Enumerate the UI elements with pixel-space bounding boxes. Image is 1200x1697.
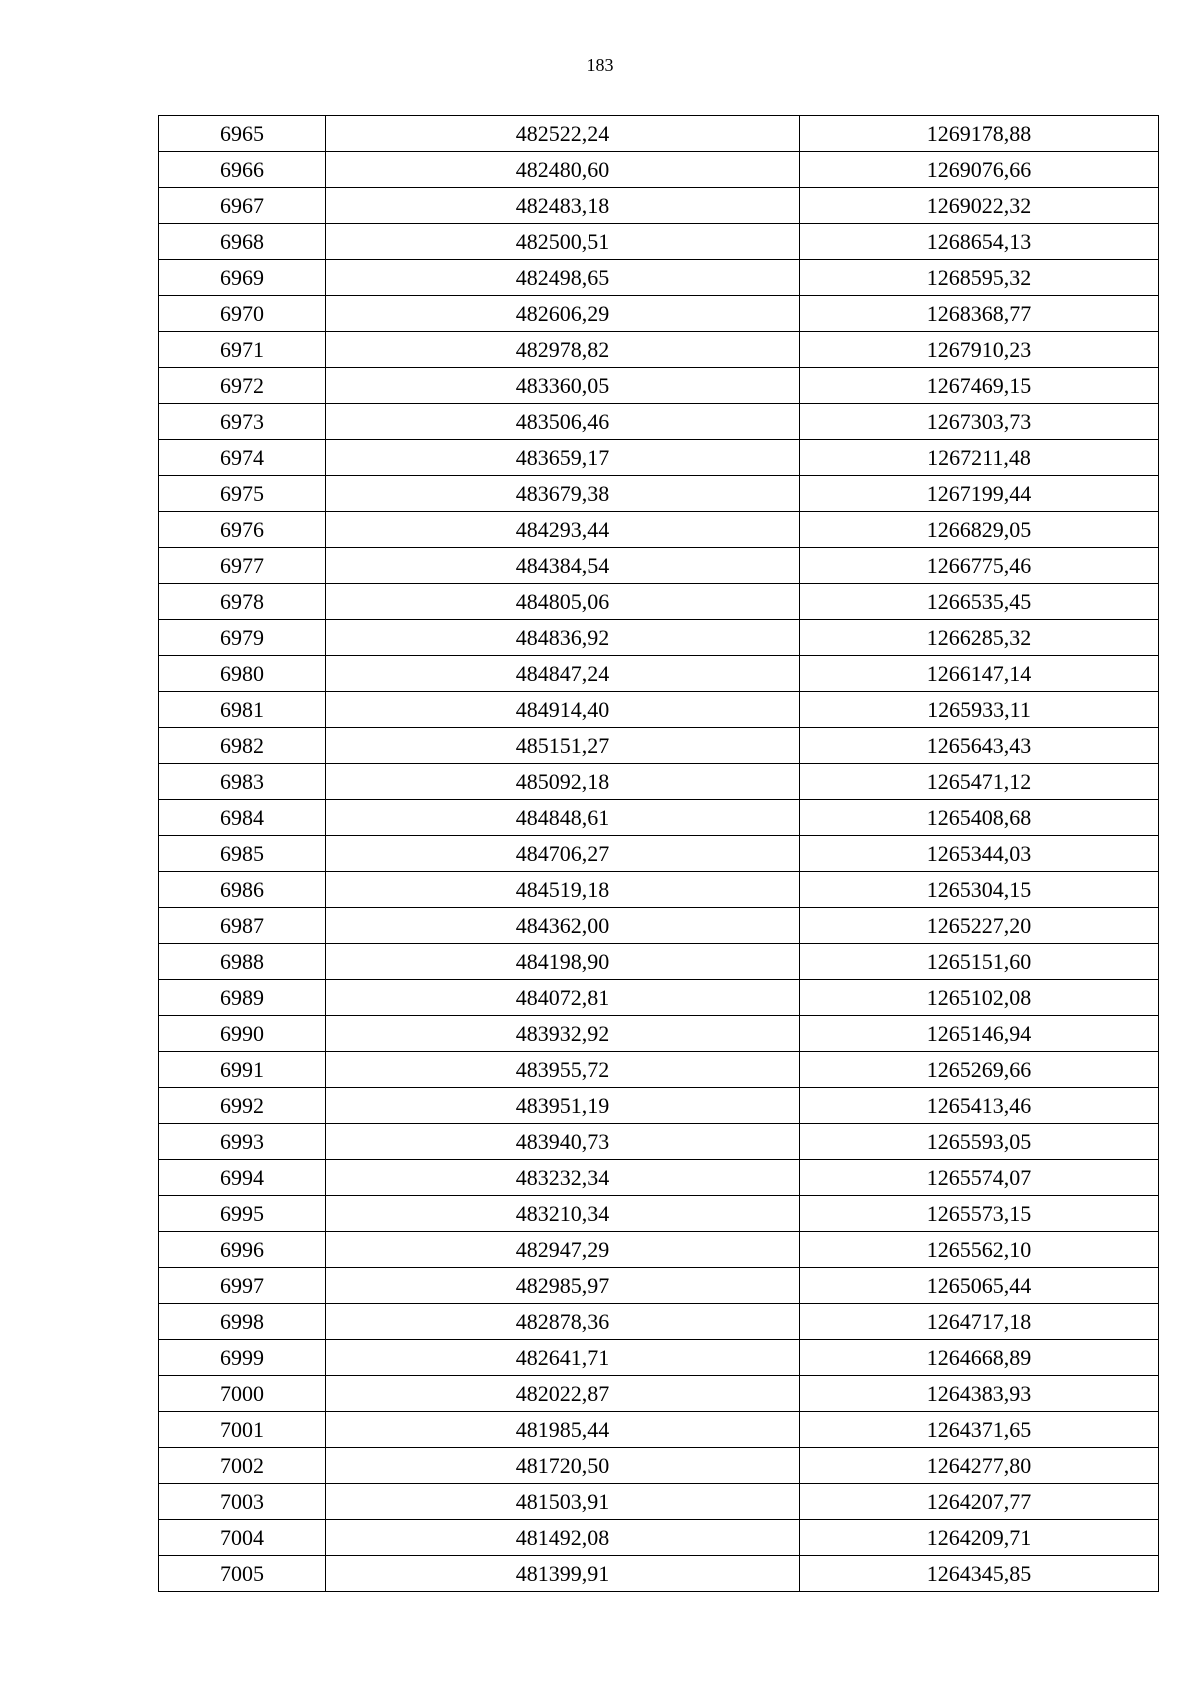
- x-coordinate-cell: 482878,36: [326, 1304, 800, 1340]
- point-number-cell: 6974: [159, 440, 326, 476]
- table-row: [159, 800, 1159, 836]
- y-coordinate-cell: 1265574,07: [800, 1160, 1159, 1196]
- table-row: [159, 1232, 1159, 1268]
- x-coordinate-cell: 483232,34: [326, 1160, 800, 1196]
- point-number-cell: 7003: [159, 1484, 326, 1520]
- point-number-cell: 6995: [159, 1196, 326, 1232]
- table-row: [159, 1304, 1159, 1340]
- x-coordinate-cell: 484847,24: [326, 656, 800, 692]
- x-coordinate-cell: 484848,61: [326, 800, 800, 836]
- y-coordinate-cell: 1265269,66: [800, 1052, 1159, 1088]
- x-coordinate-cell: 481720,50: [326, 1448, 800, 1484]
- point-number-cell: 6971: [159, 332, 326, 368]
- point-number-cell: 6973: [159, 404, 326, 440]
- y-coordinate-cell: 1264207,77: [800, 1484, 1159, 1520]
- point-number-cell: 7005: [159, 1556, 326, 1592]
- x-coordinate-cell: 484519,18: [326, 872, 800, 908]
- point-number-cell: 6979: [159, 620, 326, 656]
- point-number-cell: 6981: [159, 692, 326, 728]
- table-row: [159, 1376, 1159, 1412]
- point-number-cell: 6965: [159, 116, 326, 152]
- table-row: [159, 1052, 1159, 1088]
- point-number-cell: 6994: [159, 1160, 326, 1196]
- x-coordinate-cell: 484805,06: [326, 584, 800, 620]
- y-coordinate-cell: 1265146,94: [800, 1016, 1159, 1052]
- y-coordinate-cell: 1265065,44: [800, 1268, 1159, 1304]
- x-coordinate-cell: 482500,51: [326, 224, 800, 260]
- point-number-cell: 6984: [159, 800, 326, 836]
- y-coordinate-cell: 1268595,32: [800, 260, 1159, 296]
- y-coordinate-cell: 1264209,71: [800, 1520, 1159, 1556]
- x-coordinate-cell: 482947,29: [326, 1232, 800, 1268]
- table-row: [159, 584, 1159, 620]
- table-row: [159, 1196, 1159, 1232]
- y-coordinate-cell: 1265408,68: [800, 800, 1159, 836]
- point-number-cell: 6998: [159, 1304, 326, 1340]
- y-coordinate-cell: 1265151,60: [800, 944, 1159, 980]
- point-number-cell: 7001: [159, 1412, 326, 1448]
- point-number-cell: 6978: [159, 584, 326, 620]
- x-coordinate-cell: 481492,08: [326, 1520, 800, 1556]
- y-coordinate-cell: 1266285,32: [800, 620, 1159, 656]
- x-coordinate-cell: 483951,19: [326, 1088, 800, 1124]
- x-coordinate-cell: 484362,00: [326, 908, 800, 944]
- x-coordinate-cell: 484836,92: [326, 620, 800, 656]
- x-coordinate-cell: 483932,92: [326, 1016, 800, 1052]
- x-coordinate-cell: 484384,54: [326, 548, 800, 584]
- x-coordinate-cell: 481503,91: [326, 1484, 800, 1520]
- y-coordinate-cell: 1265593,05: [800, 1124, 1159, 1160]
- point-number-cell: 6983: [159, 764, 326, 800]
- x-coordinate-cell: 483210,34: [326, 1196, 800, 1232]
- table-row: [159, 296, 1159, 332]
- y-coordinate-cell: 1264277,80: [800, 1448, 1159, 1484]
- x-coordinate-cell: 483659,17: [326, 440, 800, 476]
- table-row: [159, 1016, 1159, 1052]
- point-number-cell: 6985: [159, 836, 326, 872]
- point-number-cell: 6988: [159, 944, 326, 980]
- x-coordinate-cell: 481399,91: [326, 1556, 800, 1592]
- y-coordinate-cell: 1266147,14: [800, 656, 1159, 692]
- table-row: [159, 260, 1159, 296]
- y-coordinate-cell: 1269076,66: [800, 152, 1159, 188]
- x-coordinate-cell: 483360,05: [326, 368, 800, 404]
- point-number-cell: 6990: [159, 1016, 326, 1052]
- point-number-cell: 7004: [159, 1520, 326, 1556]
- table-row: [159, 764, 1159, 800]
- y-coordinate-cell: 1266535,45: [800, 584, 1159, 620]
- point-number-cell: 7002: [159, 1448, 326, 1484]
- x-coordinate-cell: 482483,18: [326, 188, 800, 224]
- y-coordinate-cell: 1265344,03: [800, 836, 1159, 872]
- y-coordinate-cell: 1265933,11: [800, 692, 1159, 728]
- coordinates-table-body: [159, 116, 1159, 1592]
- table-row: [159, 1556, 1159, 1592]
- x-coordinate-cell: 484706,27: [326, 836, 800, 872]
- point-number-cell: 6986: [159, 872, 326, 908]
- y-coordinate-cell: 1269178,88: [800, 116, 1159, 152]
- table-row: [159, 944, 1159, 980]
- table-row: [159, 980, 1159, 1016]
- x-coordinate-cell: 483955,72: [326, 1052, 800, 1088]
- y-coordinate-cell: 1267199,44: [800, 476, 1159, 512]
- x-coordinate-cell: 482985,97: [326, 1268, 800, 1304]
- point-number-cell: 6982: [159, 728, 326, 764]
- point-number-cell: 6996: [159, 1232, 326, 1268]
- table-row: [159, 728, 1159, 764]
- table-row: [159, 1412, 1159, 1448]
- table-row: [159, 692, 1159, 728]
- y-coordinate-cell: 1267303,73: [800, 404, 1159, 440]
- y-coordinate-cell: 1265413,46: [800, 1088, 1159, 1124]
- table-row: [159, 548, 1159, 584]
- y-coordinate-cell: 1266829,05: [800, 512, 1159, 548]
- x-coordinate-cell: 484914,40: [326, 692, 800, 728]
- x-coordinate-cell: 485151,27: [326, 728, 800, 764]
- table-row: [159, 1484, 1159, 1520]
- table-row: [159, 1088, 1159, 1124]
- table-row: [159, 1520, 1159, 1556]
- table-row: [159, 872, 1159, 908]
- point-number-cell: 6993: [159, 1124, 326, 1160]
- y-coordinate-cell: 1265573,15: [800, 1196, 1159, 1232]
- point-number-cell: 6999: [159, 1340, 326, 1376]
- x-coordinate-cell: 482480,60: [326, 152, 800, 188]
- x-coordinate-cell: 483679,38: [326, 476, 800, 512]
- y-coordinate-cell: 1264371,65: [800, 1412, 1159, 1448]
- y-coordinate-cell: 1267469,15: [800, 368, 1159, 404]
- point-number-cell: 6991: [159, 1052, 326, 1088]
- table-row: [159, 116, 1159, 152]
- point-number-cell: 6992: [159, 1088, 326, 1124]
- y-coordinate-cell: 1266775,46: [800, 548, 1159, 584]
- x-coordinate-cell: 482522,24: [326, 116, 800, 152]
- table-row: [159, 1160, 1159, 1196]
- table-row: [159, 224, 1159, 260]
- y-coordinate-cell: 1265304,15: [800, 872, 1159, 908]
- x-coordinate-cell: 485092,18: [326, 764, 800, 800]
- point-number-cell: 6975: [159, 476, 326, 512]
- point-number-cell: 6970: [159, 296, 326, 332]
- y-coordinate-cell: 1265227,20: [800, 908, 1159, 944]
- x-coordinate-cell: 482498,65: [326, 260, 800, 296]
- page-number: 183: [586, 55, 614, 75]
- table-row: [159, 404, 1159, 440]
- table-row: [159, 1448, 1159, 1484]
- point-number-cell: 6980: [159, 656, 326, 692]
- y-coordinate-cell: 1268368,77: [800, 296, 1159, 332]
- y-coordinate-cell: 1268654,13: [800, 224, 1159, 260]
- y-coordinate-cell: 1264668,89: [800, 1340, 1159, 1376]
- table-row: [159, 836, 1159, 872]
- point-number-cell: 6966: [159, 152, 326, 188]
- point-number-cell: 6976: [159, 512, 326, 548]
- y-coordinate-cell: 1267910,23: [800, 332, 1159, 368]
- y-coordinate-cell: 1265643,43: [800, 728, 1159, 764]
- y-coordinate-cell: 1264345,85: [800, 1556, 1159, 1592]
- table-row: [159, 512, 1159, 548]
- x-coordinate-cell: 483940,73: [326, 1124, 800, 1160]
- x-coordinate-cell: 481985,44: [326, 1412, 800, 1448]
- table-row: [159, 1268, 1159, 1304]
- x-coordinate-cell: 484072,81: [326, 980, 800, 1016]
- table-row: [159, 656, 1159, 692]
- y-coordinate-cell: 1265471,12: [800, 764, 1159, 800]
- table-row: [159, 440, 1159, 476]
- point-number-cell: 6969: [159, 260, 326, 296]
- y-coordinate-cell: 1264717,18: [800, 1304, 1159, 1340]
- y-coordinate-cell: 1269022,32: [800, 188, 1159, 224]
- coordinates-table: [158, 115, 1159, 1592]
- y-coordinate-cell: 1264383,93: [800, 1376, 1159, 1412]
- point-number-cell: 6967: [159, 188, 326, 224]
- point-number-cell: 6989: [159, 980, 326, 1016]
- table-row: [159, 188, 1159, 224]
- table-row: [159, 332, 1159, 368]
- point-number-cell: 6987: [159, 908, 326, 944]
- table-row: [159, 368, 1159, 404]
- x-coordinate-cell: 484198,90: [326, 944, 800, 980]
- x-coordinate-cell: 482606,29: [326, 296, 800, 332]
- x-coordinate-cell: 484293,44: [326, 512, 800, 548]
- x-coordinate-cell: 483506,46: [326, 404, 800, 440]
- point-number-cell: 7000: [159, 1376, 326, 1412]
- x-coordinate-cell: 482022,87: [326, 1376, 800, 1412]
- table-row: [159, 152, 1159, 188]
- table-row: [159, 1124, 1159, 1160]
- y-coordinate-cell: 1267211,48: [800, 440, 1159, 476]
- point-number-cell: 6997: [159, 1268, 326, 1304]
- point-number-cell: 6977: [159, 548, 326, 584]
- point-number-cell: 6972: [159, 368, 326, 404]
- table-row: [159, 1340, 1159, 1376]
- table-row: [159, 476, 1159, 512]
- table-row: [159, 620, 1159, 656]
- table-row: [159, 908, 1159, 944]
- y-coordinate-cell: 1265562,10: [800, 1232, 1159, 1268]
- y-coordinate-cell: 1265102,08: [800, 980, 1159, 1016]
- x-coordinate-cell: 482978,82: [326, 332, 800, 368]
- x-coordinate-cell: 482641,71: [326, 1340, 800, 1376]
- point-number-cell: 6968: [159, 224, 326, 260]
